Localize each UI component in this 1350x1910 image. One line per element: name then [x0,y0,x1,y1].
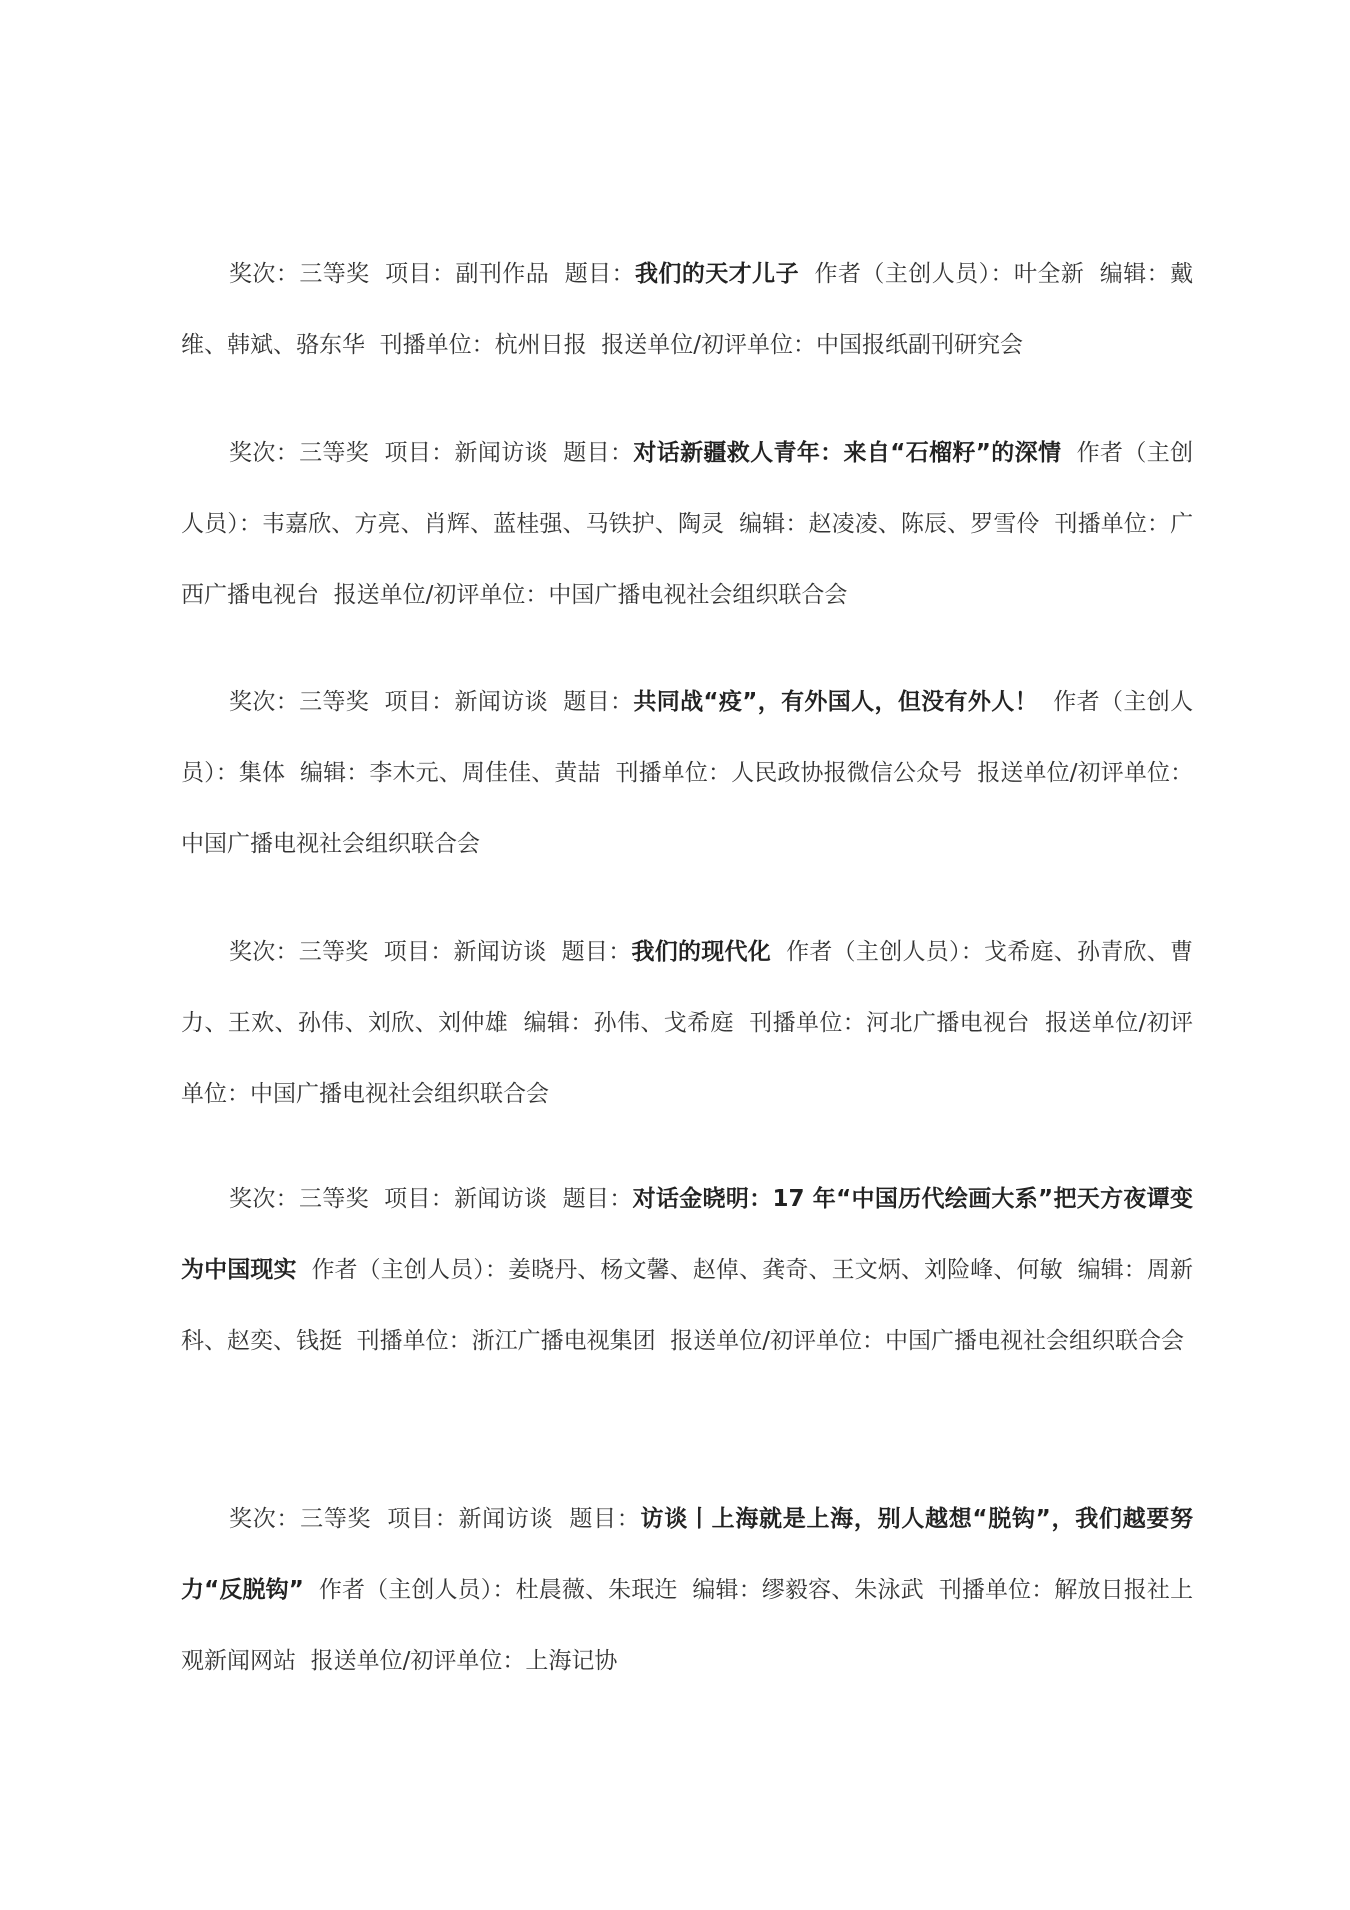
publisher-label: 刊播单位： [1054,511,1171,537]
project-value: 新闻访谈 [454,440,548,466]
publisher-value: 人民政协报微信公众号 [731,760,963,786]
editor-label: 编辑： [1099,261,1171,287]
award-entry [181,1484,1193,1697]
author-label: 作者（主创人员）： [318,1577,516,1603]
work-title: 访谈丨上海就是上海，别人越想“脱钩”，我们越要努力“反脱钩” [181,1506,1194,1603]
author-names: 姜晓丹、杨文馨、赵倬、龚奇、王文炳、刘险峰、何敏 [507,1257,1063,1283]
author-label: 作者（主创人员）： [181,689,1194,786]
work-title: 对话金晓明：17 年“中国历代绘画大系”把天方夜谭变为中国现实 [181,1186,1194,1283]
submitter-label: 报送单位/初评单位： [601,332,816,358]
publisher-label: 刊播单位： [938,1577,1055,1603]
project-value: 新闻访谈 [454,689,548,715]
submitter-label: 报送单位/初评单位： [181,1010,1194,1107]
work-title: 我们的现代化 [631,939,772,965]
rank-value: 三等奖 [300,1506,372,1532]
project-label: 项目： [384,440,455,466]
rank-label: 奖次： [229,440,300,466]
editor-names: 赵凌凌、陈辰、罗雪伶 [808,511,1040,537]
submitter-value: 中国报纸副刊研究会 [816,332,1023,358]
submitter-value: 上海记协 [525,1648,618,1674]
award-entry [181,1164,1193,1377]
submitter-label: 报送单位/初评单位： [670,1328,885,1354]
publisher-value: 河北广播电视台 [866,1010,1030,1036]
publisher-label: 刊播单位： [749,1010,867,1036]
publisher-value: 解放日报社上观新闻网站 [181,1577,1194,1674]
editor-names: 李木元、周佳佳、黄喆 [369,760,601,786]
award-entry [181,667,1193,880]
author-names: 集体 [238,760,286,786]
project-label: 项目： [384,1186,455,1212]
editor-names: 戴维、韩斌、骆东华 [181,261,1194,358]
submitter-value: 中国广播电视社会组织联合会 [181,831,480,857]
title-label: 题目： [562,1186,633,1212]
title-label: 题目： [563,440,634,466]
publisher-label: 刊播单位： [356,1328,472,1354]
editor-label: 编辑： [523,1010,594,1036]
title-label: 题目： [564,261,635,287]
rank-value: 三等奖 [298,1186,369,1212]
submitter-value: 中国广播电视社会组织联合会 [548,582,848,608]
publisher-label: 刊播单位： [615,760,732,786]
publisher-value: 浙江广播电视集团 [471,1328,656,1354]
rank-label: 奖次： [229,689,300,715]
rank-value: 三等奖 [299,440,370,466]
editor-label: 编辑： [692,1577,762,1603]
work-title: 共同战“疫”，有外国人，但没有外人！ [633,689,1038,715]
editor-names: 周新科、赵奕、钱挺 [181,1257,1194,1354]
submitter-label: 报送单位/初评单位： [977,760,1194,786]
author-names: 叶全新 [1013,261,1085,287]
work-title: 我们的天才儿子 [635,261,800,287]
award-entry [181,917,1193,1130]
author-names: 杜晨薇、朱珉迕 [515,1577,678,1603]
title-label: 题目： [563,689,634,715]
author-names: 韦嘉欣、方亮、肖辉、蓝桂强、马铁护、陶灵 [261,511,725,537]
submitter-label: 报送单位/初评单位： [310,1648,526,1674]
project-value: 新闻访谈 [458,1506,554,1532]
rank-label: 奖次： [229,939,299,965]
author-label: 作者（主创人员）： [814,261,1014,287]
editor-label: 编辑： [1077,1257,1147,1283]
project-value: 新闻访谈 [454,1186,548,1212]
rank-label: 奖次： [229,1506,301,1532]
project-label: 项目： [387,1506,459,1532]
publisher-value: 杭州日报 [494,332,587,358]
rank-value: 三等奖 [298,939,369,965]
rank-label: 奖次： [229,1186,299,1212]
project-label: 项目： [384,689,455,715]
project-label: 项目： [385,261,456,287]
editor-names: 缪毅容、朱泳武 [761,1577,924,1603]
author-names: 戈希庭、孙青欣、曹力、王欢、孙伟、刘欣、刘仲雄 [181,939,1194,1036]
submitter-value: 中国广播电视社会组织联合会 [250,1081,549,1107]
author-label: 作者（主创人员）： [181,440,1194,537]
editor-label: 编辑： [300,760,370,786]
rank-value: 三等奖 [299,261,370,287]
rank-value: 三等奖 [299,689,370,715]
title-label: 题目： [561,939,632,965]
title-label: 题目： [569,1506,641,1532]
project-value: 新闻访谈 [453,939,547,965]
editor-names: 孙伟、戈希庭 [593,1010,734,1036]
publisher-label: 刊播单位： [379,332,495,358]
work-title: 对话新疆救人青年：来自“石榴籽”的深情 [633,440,1062,466]
award-entry [181,418,1193,631]
editor-label: 编辑： [739,511,809,537]
project-value: 副刊作品 [455,261,550,287]
publisher-value: 广西广播电视台 [181,511,1194,608]
submitter-value: 中国广播电视社会组织联合会 [885,1328,1184,1354]
author-label: 作者（主创人员）： [786,939,984,965]
author-label: 作者（主创人员）： [311,1257,508,1283]
submitter-label: 报送单位/初评单位： [333,582,549,608]
rank-label: 奖次： [229,261,300,287]
award-entry [181,239,1193,381]
project-label: 项目： [383,939,454,965]
